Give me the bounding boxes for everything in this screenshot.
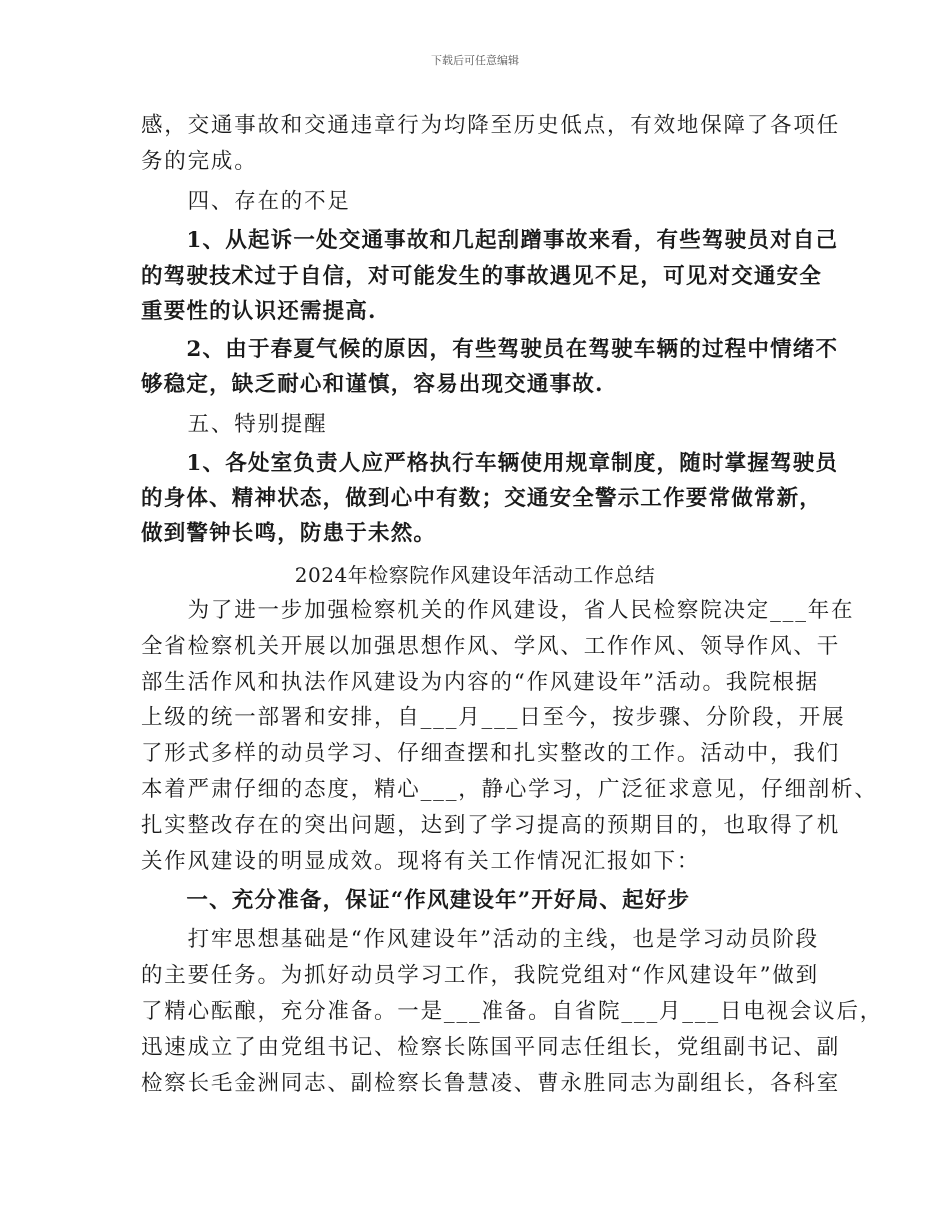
text-line: 2、由于春夏气候的原因，有些驾驶员在驾驶车辆的过程中情绪不	[141, 337, 839, 362]
text-line: 上级的统一部署和安排，自___月___日至今，按步骤、分阶段，开展	[141, 705, 846, 730]
text-line: 部生活作风和执法作风建设为内容的“作风建设年”活动。我院根据	[141, 670, 819, 695]
text-line: 为了进一步加强检察机关的作风建设，省人民检察院决定___年在	[141, 598, 855, 623]
text-line: 的主要任务。为抓好动员学习工作，我院党组对“作风建设年”做到	[141, 963, 819, 988]
text-line: 的驾驶技术过于自信，对可能发生的事故遇见不足，可见对交通安全	[141, 264, 823, 289]
text-line: 本着严肃仔细的态度，精心___，静心学习，广泛征求意见，仔细剖析、	[141, 777, 878, 802]
text-line: 的身体、精神状态，做到心中有数；交通安全警示工作要常做常新，	[141, 486, 823, 511]
text-line: 检察长毛金洲同志、副检察长鲁慧凌、曹永胜同志为副组长，各科室	[141, 1071, 841, 1096]
text-line: 迅速成立了由党组书记、检察长陈国平同志任组长，党组副书记、副	[141, 1035, 841, 1060]
text-line: 重要性的认识还需提高.	[141, 299, 377, 324]
section-heading: 四、存在的不足	[141, 189, 351, 214]
section-heading: 一、充分准备，保证“作风建设年”开好局、起好步	[141, 888, 691, 913]
text-line: 打牢思想基础是“作风建设年”活动的主线，也是学习动员阶段	[141, 927, 819, 952]
text-line: 扎实整改存在的突出问题，达到了学习提高的预期目的，也取得了机	[141, 813, 841, 838]
text-line: 了精心酝酿，充分准备。一是___准备。自省院___月___日电视会议后，	[141, 999, 884, 1024]
section-heading: 五、特别提醒	[141, 412, 328, 437]
text-line: 了形式多样的动员学习、仔细查摆和扎实整改的工作。活动中，我们	[141, 741, 841, 766]
text-line: 1、各处室负责人应严格执行车辆使用规章制度，随时掌握驾驶员	[141, 451, 839, 476]
page-header: 下载后可任意编辑	[431, 54, 519, 67]
text-line: 做到警钟长鸣，防患于未然。	[141, 521, 437, 546]
document-title: 2024年检察院作风建设年活动工作总结	[294, 563, 656, 587]
text-line: 感，交通事故和交通违章行为均降至历史低点，有效地保障了各项任	[141, 113, 841, 138]
text-line: 关作风建设的明显成效。现将有关工作情况汇报如下：	[141, 849, 701, 874]
text-line: 够稳定，缺乏耐心和谨慎，容易出现交通事故.	[141, 372, 604, 397]
text-line: 务的完成。	[141, 149, 258, 174]
text-line: 1、从起诉一处交通事故和几起刮蹭事故来看，有些驾驶员对自己	[141, 228, 839, 253]
text-line: 全省检察机关开展以加强思想作风、学风、工作作风、领导作风、干	[141, 634, 841, 659]
